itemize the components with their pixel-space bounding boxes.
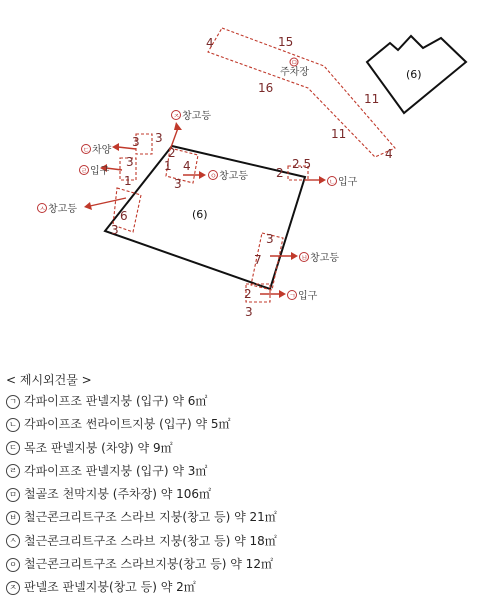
legend-mark: ㄹ (6, 464, 20, 478)
dim-3-b: 3 (155, 131, 163, 145)
legend-text: 목조 판넬지붕 (차양) 약 9㎡ (24, 440, 173, 455)
legend-item (6, 460, 486, 483)
dim-3-g: 3 (245, 305, 253, 319)
marker-label-storage-h: 창고등 (310, 253, 339, 264)
legend-text: 판넬조 판넬지붕(창고 등) 약 2㎡ (24, 580, 196, 595)
legend-text: 철골조 천막지붕 (주차장) 약 106㎡ (24, 487, 212, 502)
dim-4-parking-b: 4 (385, 147, 393, 161)
marker-label-parking: 주차장 (280, 67, 309, 78)
legend-mark: ㅁ (6, 488, 20, 502)
dim-2-b: 2 (276, 166, 284, 180)
legend-mark: ㅂ (6, 511, 20, 525)
building-main-label: (6) (192, 208, 208, 221)
svg-text:ㅂ: ㅂ (301, 254, 308, 262)
legend-item (6, 437, 486, 460)
marker-sym: ㅁ (291, 59, 298, 67)
dim-16: 16 (258, 81, 274, 95)
legend-mark: ㄴ (6, 418, 20, 432)
legend-mark: ㅅ (6, 534, 20, 548)
legend-mark: ㅇ (6, 558, 20, 572)
svg-text:ㅈ: ㅈ (173, 112, 180, 120)
svg-text:ㄹ: ㄹ (81, 167, 88, 175)
dim-3-e: 3 (174, 177, 182, 191)
dim-11-b: 11 (331, 127, 347, 141)
marker-label-entrance-l: 입구 (338, 177, 358, 188)
legend-mark: ㅈ (6, 581, 20, 595)
dim-6: 6 (120, 209, 128, 223)
legend-mark: ㄱ (6, 395, 20, 409)
legend-mark: ㄷ (6, 441, 20, 455)
legend-text: 각파이프조 썬라이트지붕 (입구) 약 5㎡ (24, 417, 231, 432)
dim-1-b: 1 (164, 159, 172, 173)
dim-3-c: 3 (126, 155, 134, 169)
svg-text:ㅅ: ㅅ (39, 205, 46, 213)
dim-2-5: 2.5 (292, 157, 312, 171)
legend-item (6, 413, 486, 436)
legend (6, 370, 486, 600)
dim-1-a: 1 (124, 174, 132, 188)
svg-text:ㅇ: ㅇ (210, 172, 217, 180)
dim-3-a: 3 (132, 135, 140, 149)
legend-item (6, 506, 486, 529)
legend-title: < 제시외건물 > (6, 373, 92, 387)
marker-label-storage-j: 창고등 (182, 111, 211, 122)
legend-text: 각파이프조 판넬지붕 (입구) 약 6㎡ (24, 394, 208, 408)
legend-text: 각파이프조 판넬지붕 (입구) 약 3㎡ (24, 463, 208, 478)
svg-text:ㄴ: ㄴ (329, 178, 336, 186)
legend-item (6, 576, 486, 599)
dim-11-a: 11 (364, 92, 380, 106)
legend-item (6, 390, 486, 413)
marker-label-storage-s: 창고등 (48, 204, 77, 215)
legend-text: 철근콘크리트구조 스라브 지붕(창고 등) 약 18㎡ (24, 533, 277, 548)
legend-item (6, 530, 486, 553)
dim-3-f: 3 (266, 232, 274, 246)
legend-item (6, 553, 486, 576)
marker-label-storage-o: 창고등 (219, 171, 248, 182)
building-ne-label: (6) (406, 68, 422, 81)
marker-label-awning: 차양 (92, 145, 112, 156)
dim-2-c: 2 (244, 287, 252, 301)
marker-label-entrance-r: 입구 (90, 166, 110, 177)
legend-item (6, 483, 486, 506)
dim-2-a: 2 (168, 146, 176, 160)
svg-text:ㄷ: ㄷ (83, 146, 90, 154)
legend-text: 철근콘크리트구조 스라브지붕(창고 등) 약 12㎡ (24, 557, 273, 572)
marker-label-entrance-g: 입구 (298, 291, 318, 302)
legend-text: 철근콘크리트구조 스라브 지붕(창고 등) 약 21㎡ (24, 510, 277, 525)
svg-text:ㄱ: ㄱ (289, 292, 296, 300)
dim-7: 7 (254, 253, 262, 267)
dim-3-d: 3 (111, 223, 119, 237)
dim-4-parking: 4 (206, 36, 214, 50)
dim-15: 15 (278, 35, 294, 49)
dim-4-b: 4 (183, 159, 191, 173)
